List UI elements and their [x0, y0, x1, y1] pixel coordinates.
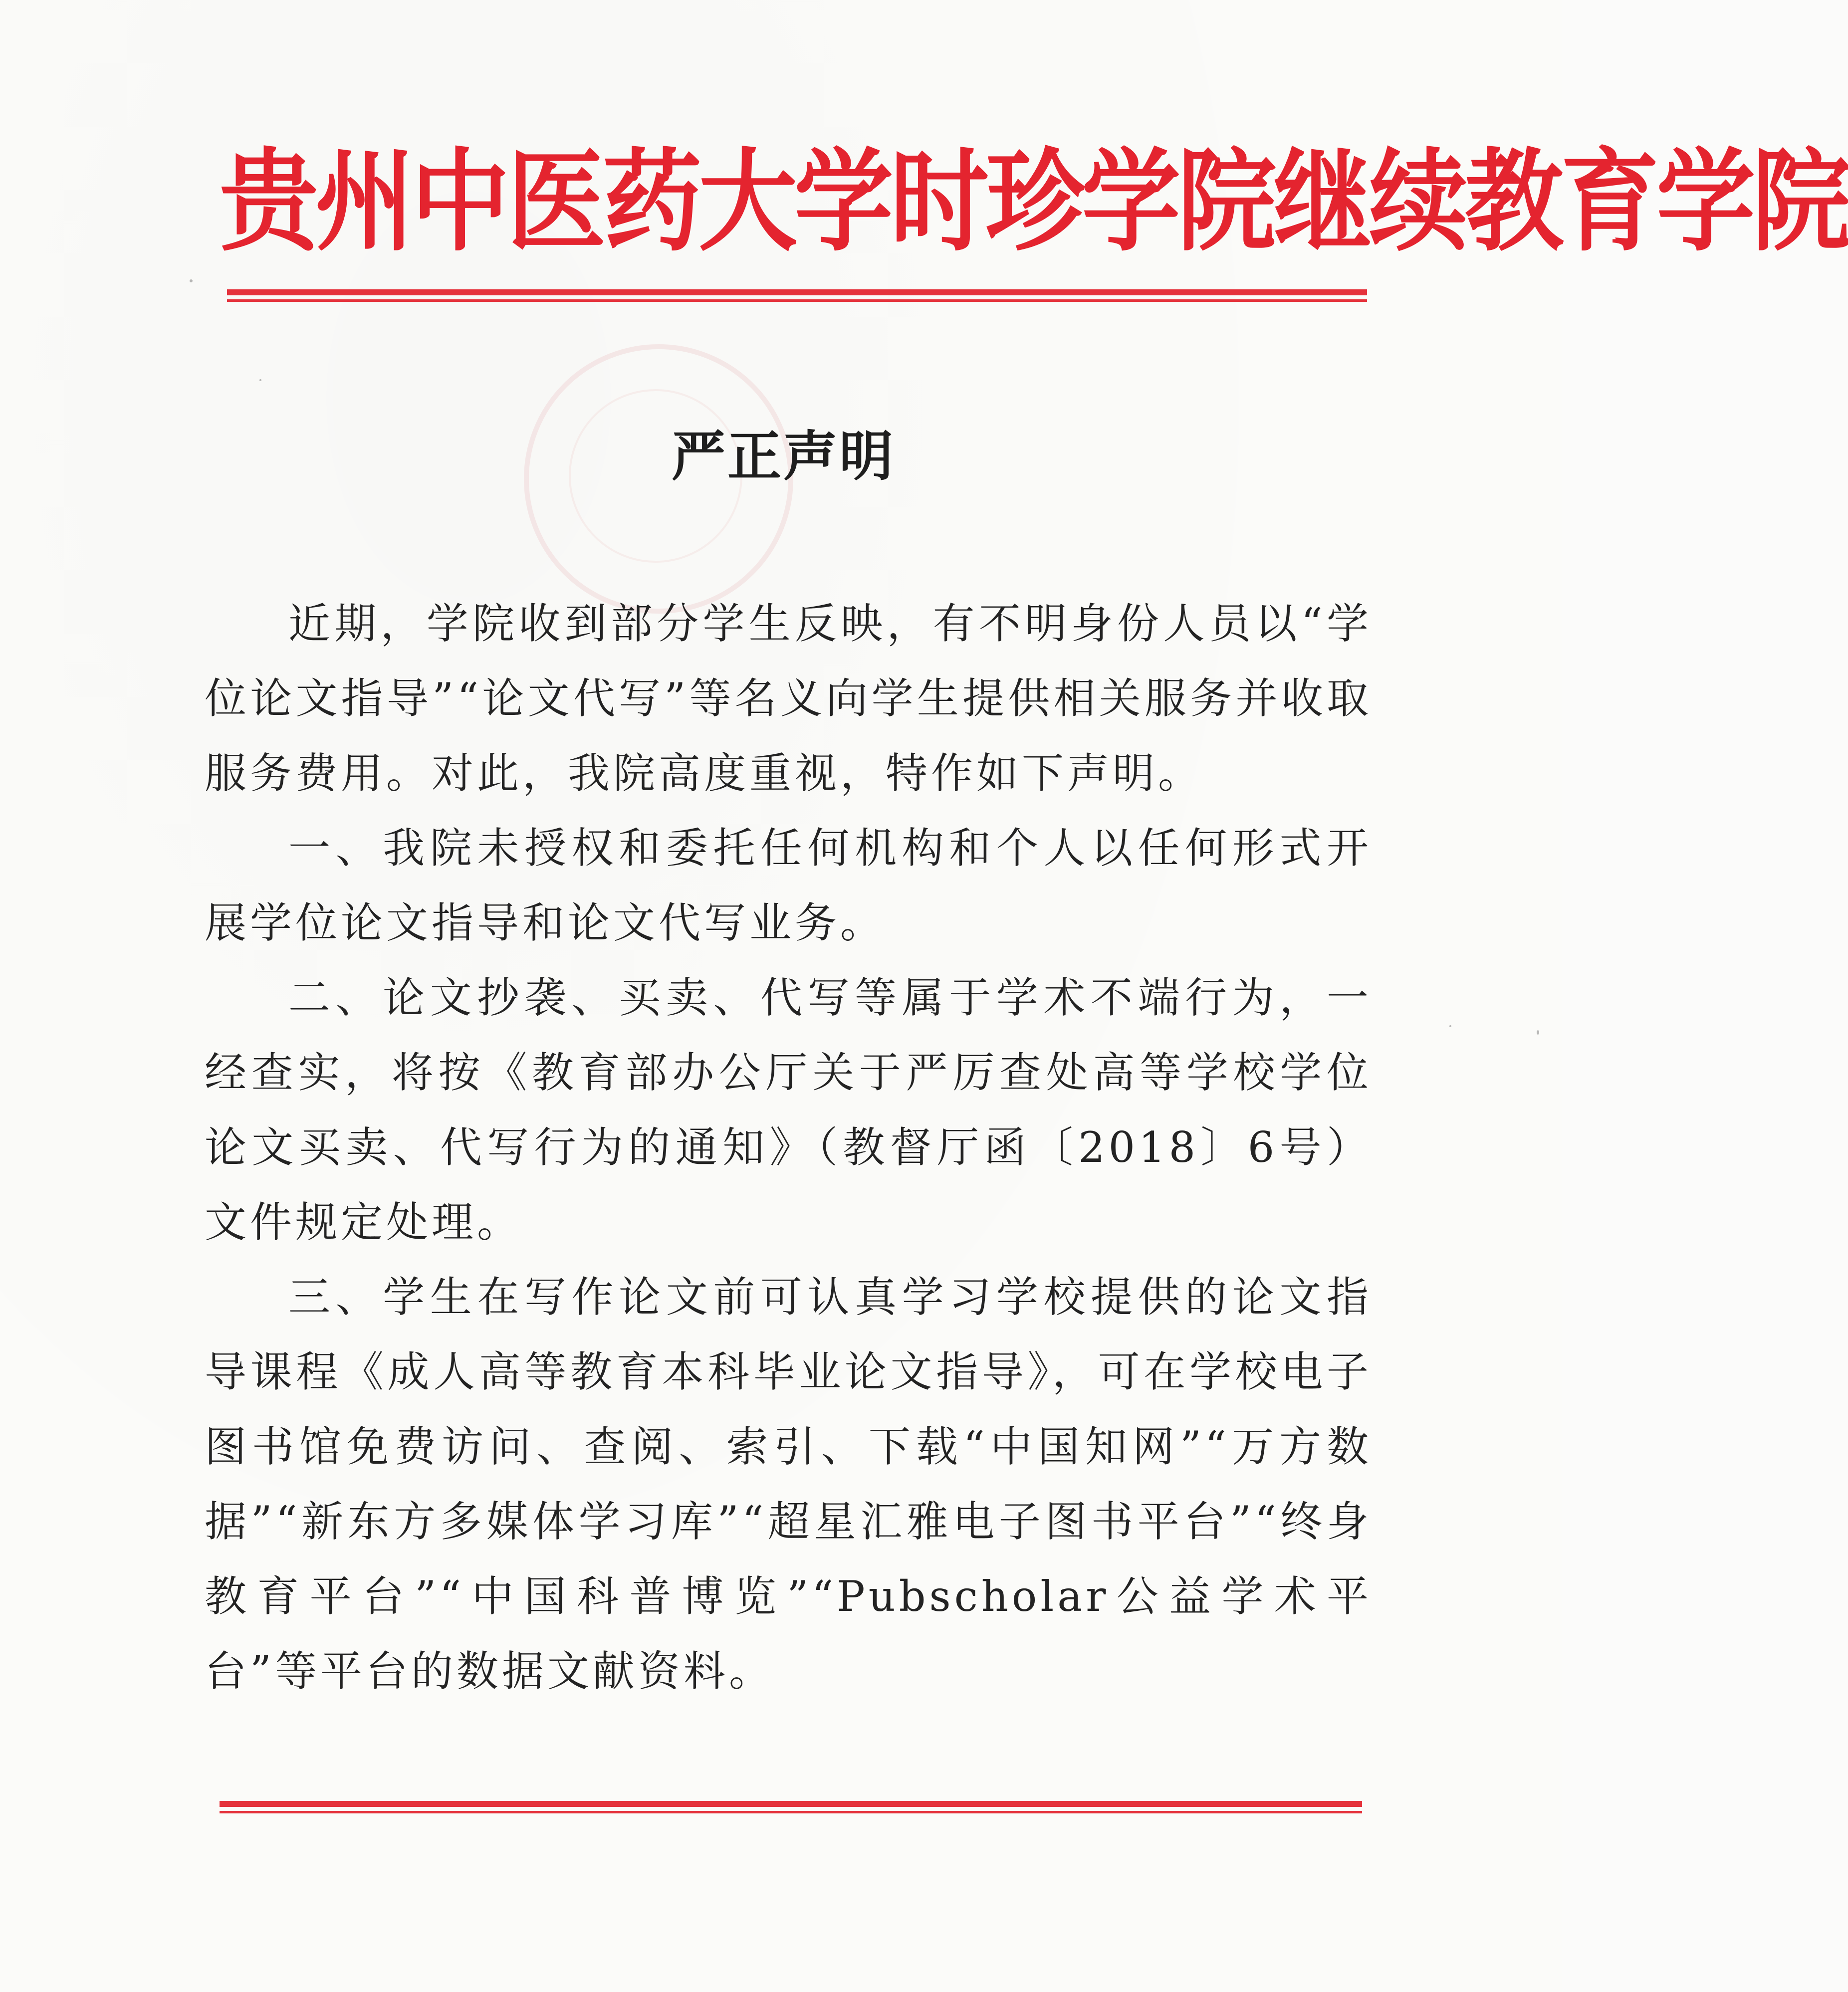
- paragraph-text: 近期，学院收到部分学生反映，有不明身份人员以“学位论文指导”“论文代写”等名义向学生提供相关服务并收取服务费用。对此，我院高度重视，特作如下声明。: [205, 599, 1372, 798]
- letterhead-institution-name: 贵州中医药大学时珍学院继续教育学院: [220, 137, 1848, 266]
- paragraph-item-3: [205, 1260, 1372, 1709]
- footer-rule-thin: [220, 1811, 1362, 1813]
- paragraph-item-2: [205, 960, 1372, 1260]
- footer-rule-thick: [220, 1801, 1362, 1807]
- paragraph-item-1: [205, 811, 1372, 960]
- paragraph-text: 二、论文抄袭、买卖、代写等属于学术不端行为，一经查实，将按《教育部办公厅关于严厉查处高等学校学位论文买卖、代写行为的通知》（教督厅函〔2018〕6号）文件规定处理。: [205, 973, 1372, 1247]
- paragraph-text: 一、我院未授权和委托任何机构和个人以任何形式开展学位论文指导和论文代写业务。: [205, 824, 1372, 947]
- scan-speck: [1449, 1025, 1451, 1027]
- letterhead-rule-thin: [227, 299, 1367, 302]
- paragraph-intro: [205, 586, 1372, 811]
- paragraph-text: 三、学生在写作论文前可认真学习学校提供的论文指导课程《成人高等教育本科毕业论文指导》，可在学校电子图书馆免费访问、查阅、索引、下载“中国知网”“万方数据”“新东方多媒体学习库”“超星汇雅电子图书平台”“终身教育平台”“中国科普博览”“Pubscholar公益学术平台”等平台的数据文献资料。: [205, 1273, 1372, 1696]
- scan-speck: [190, 279, 193, 282]
- document-title: 严正声明: [671, 425, 895, 488]
- letterhead-rule-thick: [227, 289, 1367, 295]
- scan-speck: [259, 379, 261, 381]
- scan-speck: [1537, 1030, 1539, 1035]
